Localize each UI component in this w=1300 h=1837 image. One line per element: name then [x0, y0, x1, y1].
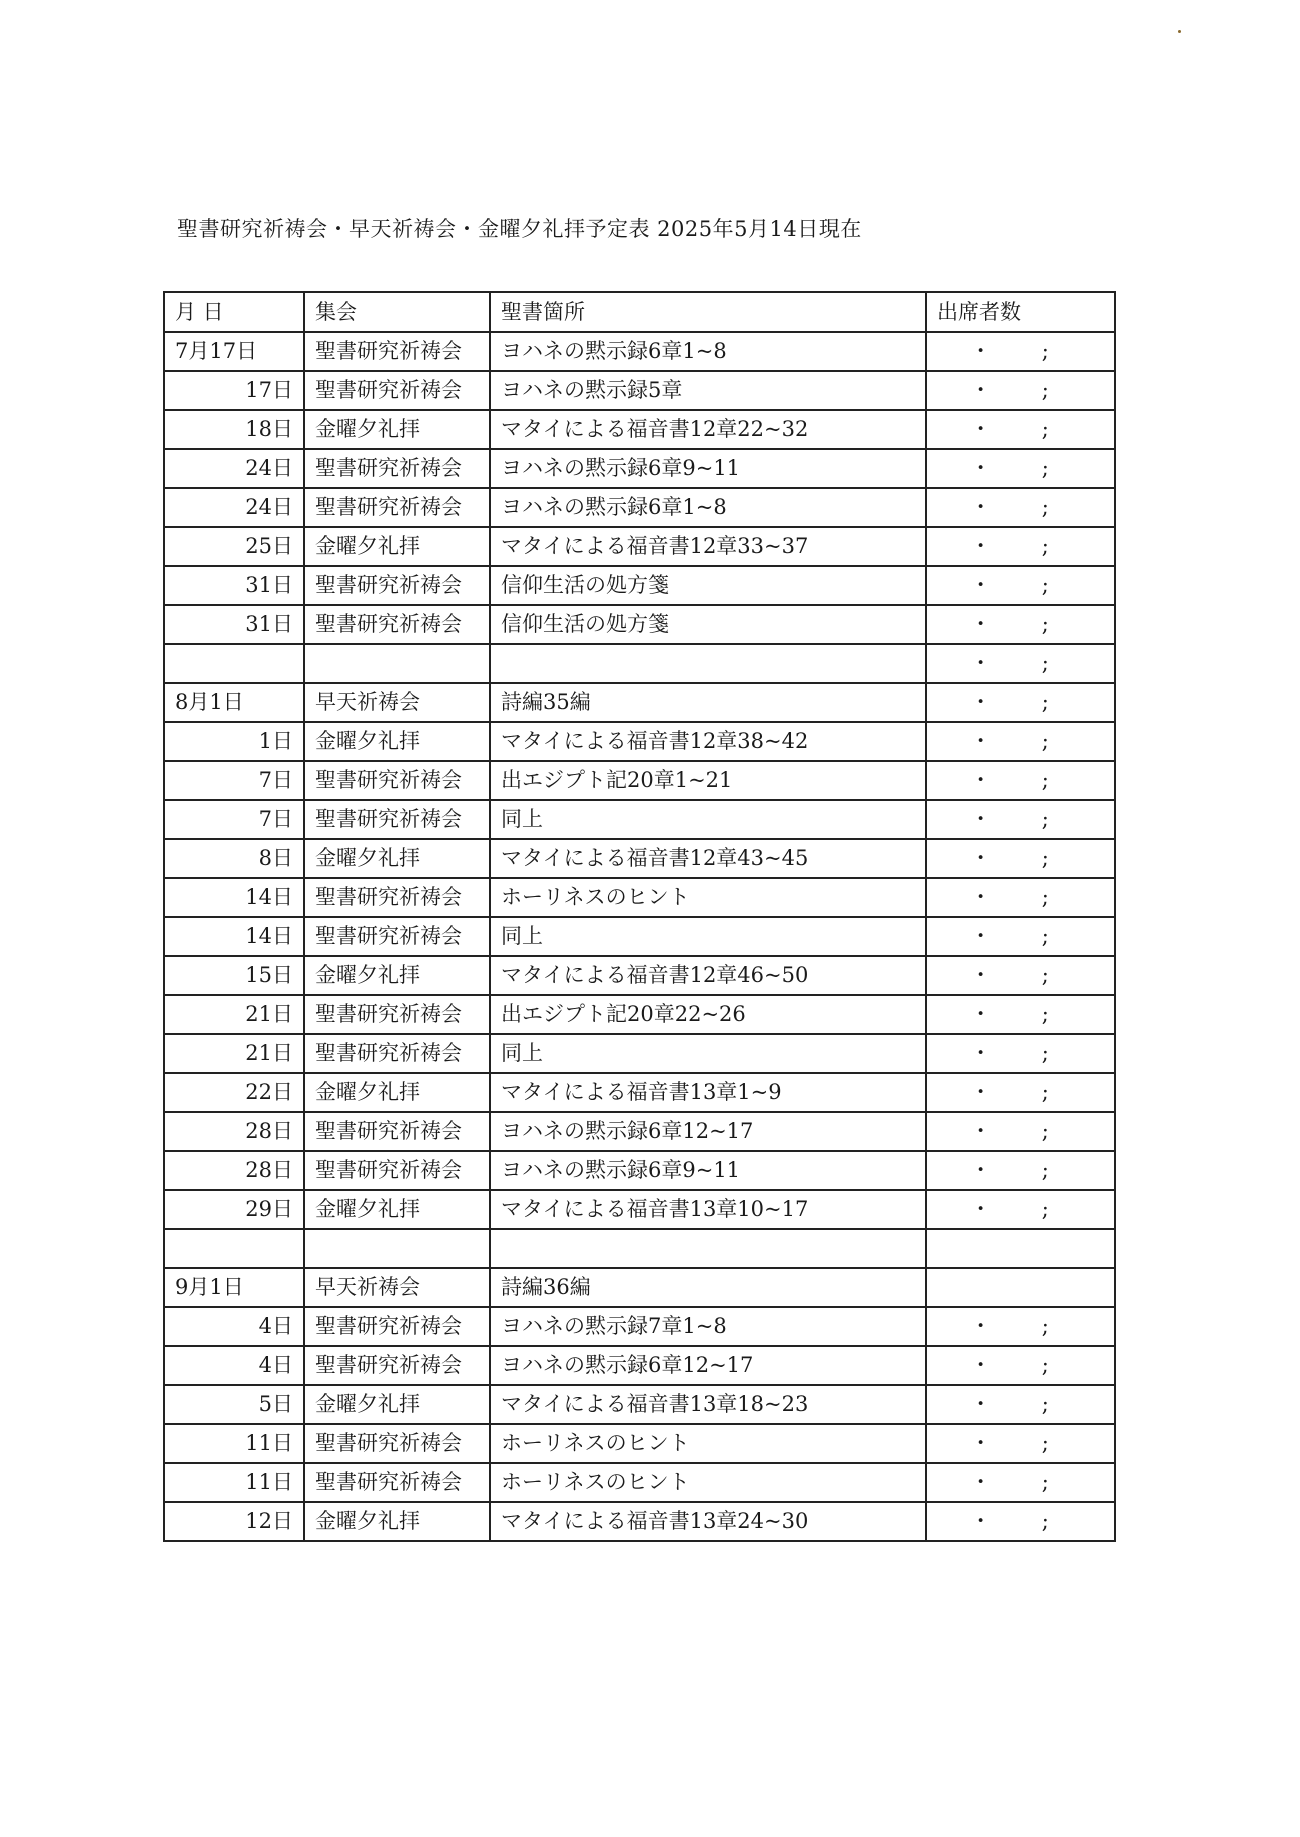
attendance-cell — [926, 1268, 1115, 1307]
meeting-cell: 聖書研究祈祷会 — [304, 605, 490, 644]
meeting-cell: 早天祈祷会 — [304, 683, 490, 722]
passage-cell: マタイによる福音書12章33~37 — [490, 527, 926, 566]
table-row — [164, 1268, 1115, 1307]
date-cell: 4日 — [164, 1346, 304, 1385]
meeting-cell — [304, 1229, 490, 1268]
date-cell: 17日 — [164, 371, 304, 410]
table-row — [164, 1307, 1115, 1346]
date-cell: 5日 — [164, 1385, 304, 1424]
header-attendance: 出席者数 — [926, 292, 1115, 332]
meeting-cell: 金曜夕礼拝 — [304, 1502, 490, 1541]
passage-cell: 同上 — [490, 800, 926, 839]
passage-cell: ヨハネの黙示録6章9~11 — [490, 449, 926, 488]
table-row — [164, 527, 1115, 566]
attendance-cell: ・ ; — [926, 1424, 1115, 1463]
date-cell: 31日 — [164, 566, 304, 605]
table-row — [164, 761, 1115, 800]
meeting-cell: 聖書研究祈祷会 — [304, 1346, 490, 1385]
date-cell: 11日 — [164, 1463, 304, 1502]
attendance-cell: ・ ; — [926, 1034, 1115, 1073]
passage-cell: 詩編35編 — [490, 683, 926, 722]
attendance-cell: ・ ; — [926, 644, 1115, 683]
meeting-cell: 聖書研究祈祷会 — [304, 878, 490, 917]
table-row — [164, 1502, 1115, 1541]
passage-cell: マタイによる福音書13章18~23 — [490, 1385, 926, 1424]
meeting-cell: 聖書研究祈祷会 — [304, 995, 490, 1034]
date-cell: 24日 — [164, 449, 304, 488]
table-row — [164, 800, 1115, 839]
attendance-cell: ・ ; — [926, 1073, 1115, 1112]
table-row — [164, 917, 1115, 956]
attendance-cell: ・ ; — [926, 449, 1115, 488]
date-cell: 7月17日 — [164, 332, 304, 371]
attendance-cell: ・ ; — [926, 800, 1115, 839]
date-cell: 8月1日 — [164, 683, 304, 722]
table-row — [164, 839, 1115, 878]
attendance-cell: ・ ; — [926, 1502, 1115, 1541]
attendance-cell: ・ ; — [926, 1385, 1115, 1424]
attendance-cell: ・ ; — [926, 683, 1115, 722]
passage-cell: マタイによる福音書12章46~50 — [490, 956, 926, 995]
passage-cell: 同上 — [490, 1034, 926, 1073]
meeting-cell: 金曜夕礼拝 — [304, 722, 490, 761]
table-row — [164, 410, 1115, 449]
meeting-cell: 早天祈祷会 — [304, 1268, 490, 1307]
passage-cell: マタイによる福音書13章10~17 — [490, 1190, 926, 1229]
table-row — [164, 1034, 1115, 1073]
date-cell: 4日 — [164, 1307, 304, 1346]
table-row — [164, 683, 1115, 722]
attendance-cell: ・ ; — [926, 1112, 1115, 1151]
table-row — [164, 1424, 1115, 1463]
passage-cell: 出エジプト記20章22~26 — [490, 995, 926, 1034]
passage-cell: マタイによる福音書12章38~42 — [490, 722, 926, 761]
meeting-cell: 聖書研究祈祷会 — [304, 1424, 490, 1463]
date-cell: 21日 — [164, 995, 304, 1034]
date-cell: 21日 — [164, 1034, 304, 1073]
attendance-cell: ・ ; — [926, 371, 1115, 410]
attendance-cell: ・ ; — [926, 605, 1115, 644]
passage-cell: ホーリネスのヒント — [490, 1424, 926, 1463]
date-cell: 28日 — [164, 1151, 304, 1190]
date-cell: 11日 — [164, 1424, 304, 1463]
table-row — [164, 1190, 1115, 1229]
passage-cell: ホーリネスのヒント — [490, 878, 926, 917]
passage-cell: ヨハネの黙示録6章9~11 — [490, 1151, 926, 1190]
passage-cell: ヨハネの黙示録6章12~17 — [490, 1112, 926, 1151]
date-cell: 28日 — [164, 1112, 304, 1151]
attendance-cell: ・ ; — [926, 332, 1115, 371]
passage-cell — [490, 644, 926, 683]
attendance-cell: ・ ; — [926, 839, 1115, 878]
table-row — [164, 1112, 1115, 1151]
header-date: 月 日 — [164, 292, 304, 332]
meeting-cell: 金曜夕礼拝 — [304, 1385, 490, 1424]
table-row — [164, 644, 1115, 683]
table-row — [164, 1463, 1115, 1502]
meeting-cell: 聖書研究祈祷会 — [304, 1463, 490, 1502]
attendance-cell: ・ ; — [926, 410, 1115, 449]
table-header — [164, 292, 1115, 332]
passage-cell: マタイによる福音書13章24~30 — [490, 1502, 926, 1541]
date-cell — [164, 1229, 304, 1268]
attendance-cell: ・ ; — [926, 1346, 1115, 1385]
passage-cell: 信仰生活の処方箋 — [490, 566, 926, 605]
date-cell — [164, 644, 304, 683]
date-cell: 8日 — [164, 839, 304, 878]
table-row — [164, 722, 1115, 761]
date-cell: 18日 — [164, 410, 304, 449]
meeting-cell: 聖書研究祈祷会 — [304, 1034, 490, 1073]
meeting-cell: 聖書研究祈祷会 — [304, 488, 490, 527]
date-cell: 7日 — [164, 800, 304, 839]
meeting-cell: 聖書研究祈祷会 — [304, 449, 490, 488]
attendance-cell: ・ ; — [926, 917, 1115, 956]
table-row — [164, 488, 1115, 527]
passage-cell: ヨハネの黙示録6章12~17 — [490, 1346, 926, 1385]
date-cell: 9月1日 — [164, 1268, 304, 1307]
meeting-cell: 聖書研究祈祷会 — [304, 371, 490, 410]
table-row — [164, 332, 1115, 371]
meeting-cell: 金曜夕礼拝 — [304, 527, 490, 566]
passage-cell: マタイによる福音書12章43~45 — [490, 839, 926, 878]
passage-cell: ホーリネスのヒント — [490, 1463, 926, 1502]
date-cell: 14日 — [164, 917, 304, 956]
attendance-cell: ・ ; — [926, 1307, 1115, 1346]
scan-speck — [1178, 30, 1181, 33]
attendance-cell: ・ ; — [926, 527, 1115, 566]
passage-cell: ヨハネの黙示録6章1~8 — [490, 332, 926, 371]
passage-cell — [490, 1229, 926, 1268]
meeting-cell: 聖書研究祈祷会 — [304, 1151, 490, 1190]
table-row — [164, 995, 1115, 1034]
passage-cell: ヨハネの黙示録6章1~8 — [490, 488, 926, 527]
attendance-cell: ・ ; — [926, 722, 1115, 761]
attendance-cell: ・ ; — [926, 1463, 1115, 1502]
table-row — [164, 371, 1115, 410]
attendance-cell: ・ ; — [926, 761, 1115, 800]
meeting-cell: 聖書研究祈祷会 — [304, 566, 490, 605]
date-cell: 7日 — [164, 761, 304, 800]
passage-cell: マタイによる福音書13章1~9 — [490, 1073, 926, 1112]
date-cell: 22日 — [164, 1073, 304, 1112]
date-cell: 15日 — [164, 956, 304, 995]
meeting-cell: 聖書研究祈祷会 — [304, 917, 490, 956]
table-row — [164, 1346, 1115, 1385]
schedule-table — [163, 291, 1116, 1542]
meeting-cell: 金曜夕礼拝 — [304, 956, 490, 995]
header-meeting: 集会 — [304, 292, 490, 332]
table-row — [164, 605, 1115, 644]
date-cell: 24日 — [164, 488, 304, 527]
passage-cell: 信仰生活の処方箋 — [490, 605, 926, 644]
meeting-cell: 聖書研究祈祷会 — [304, 332, 490, 371]
meeting-cell: 聖書研究祈祷会 — [304, 761, 490, 800]
passage-cell: 詩編36編 — [490, 1268, 926, 1307]
attendance-cell: ・ ; — [926, 566, 1115, 605]
date-cell: 12日 — [164, 1502, 304, 1541]
passage-cell: ヨハネの黙示録7章1~8 — [490, 1307, 926, 1346]
table-row — [164, 1385, 1115, 1424]
date-cell: 29日 — [164, 1190, 304, 1229]
attendance-cell: ・ ; — [926, 878, 1115, 917]
attendance-cell: ・ ; — [926, 995, 1115, 1034]
meeting-cell: 金曜夕礼拝 — [304, 1190, 490, 1229]
attendance-cell: ・ ; — [926, 488, 1115, 527]
table-row — [164, 1151, 1115, 1190]
meeting-cell: 聖書研究祈祷会 — [304, 800, 490, 839]
meeting-cell: 聖書研究祈祷会 — [304, 1307, 490, 1346]
date-cell: 25日 — [164, 527, 304, 566]
table-body — [164, 332, 1115, 1541]
date-cell: 14日 — [164, 878, 304, 917]
passage-cell: マタイによる福音書12章22~32 — [490, 410, 926, 449]
attendance-cell: ・ ; — [926, 956, 1115, 995]
meeting-cell: 聖書研究祈祷会 — [304, 1112, 490, 1151]
table-row — [164, 1073, 1115, 1112]
attendance-cell: ・ ; — [926, 1151, 1115, 1190]
attendance-cell — [926, 1229, 1115, 1268]
header-passage: 聖書箇所 — [490, 292, 926, 332]
passage-cell: 出エジプト記20章1~21 — [490, 761, 926, 800]
date-cell: 31日 — [164, 605, 304, 644]
meeting-cell: 金曜夕礼拝 — [304, 1073, 490, 1112]
table-row — [164, 878, 1115, 917]
meeting-cell: 金曜夕礼拝 — [304, 839, 490, 878]
passage-cell: ヨハネの黙示録5章 — [490, 371, 926, 410]
date-cell: 1日 — [164, 722, 304, 761]
header-row — [164, 292, 1115, 332]
page-title: 聖書研究祈祷会・早天祈祷会・金曜夕礼拝予定表 2025年5月14日現在 — [177, 217, 862, 241]
meeting-cell: 金曜夕礼拝 — [304, 410, 490, 449]
meeting-cell — [304, 644, 490, 683]
table-row — [164, 449, 1115, 488]
passage-cell: 同上 — [490, 917, 926, 956]
table-row — [164, 566, 1115, 605]
attendance-cell: ・ ; — [926, 1190, 1115, 1229]
table-row — [164, 956, 1115, 995]
table-row — [164, 1229, 1115, 1268]
